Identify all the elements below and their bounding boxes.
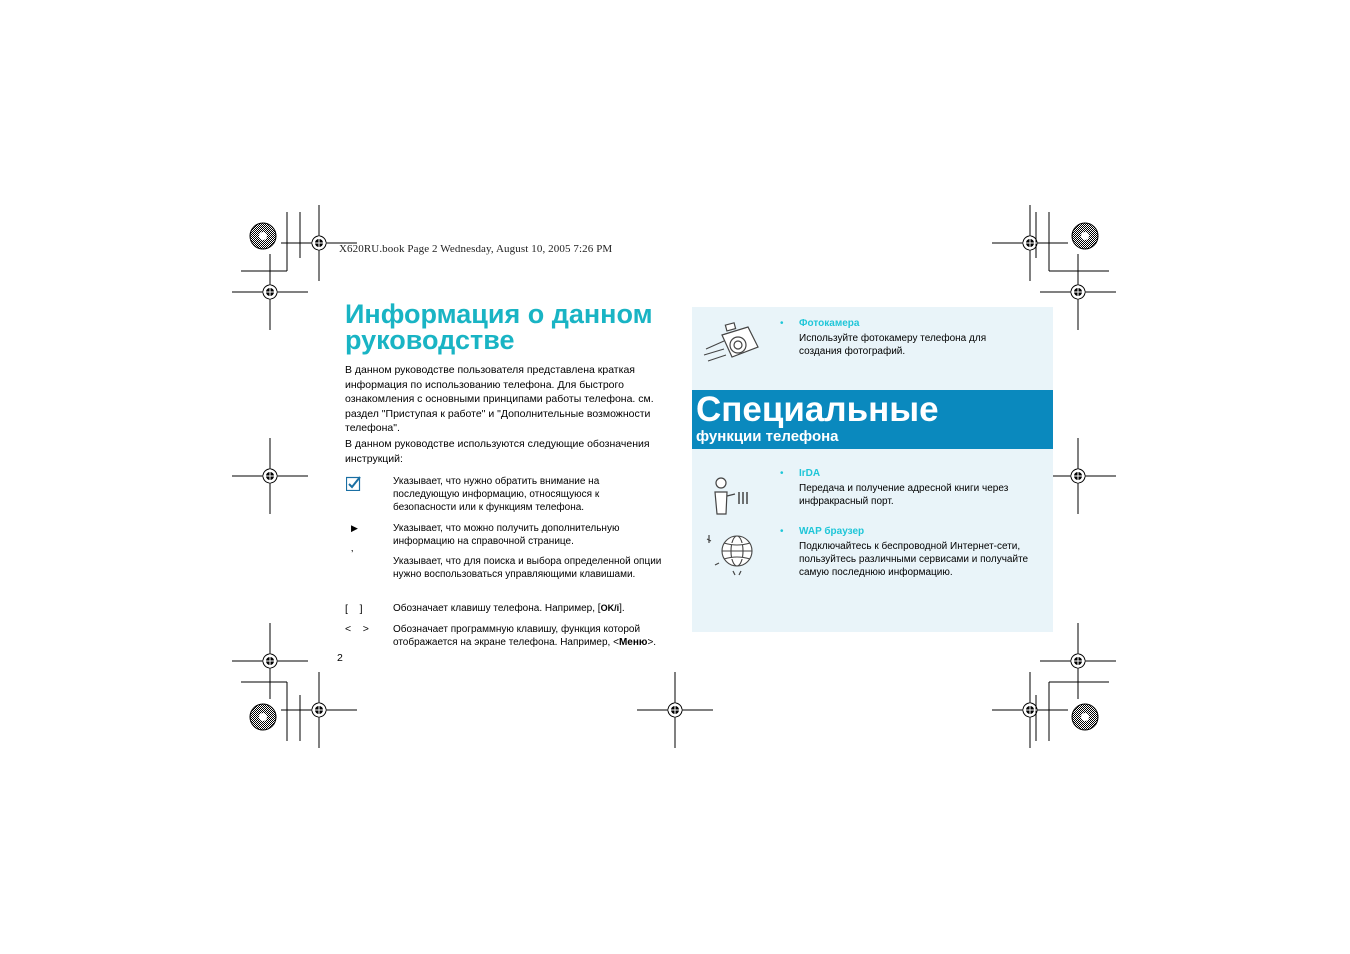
feature-desc-wap: Подключайтесь к беспроводной Интернет-сети, пользуйтесь различными сервисами и получайте самую последнюю информацию.	[799, 541, 1029, 578]
symbol-desc-note: Указывает, что нужно обратить внимание на последующую информацию, относящуюся к безопасности или к функциям телефона.	[393, 476, 600, 513]
navigation-keys-icon: ’	[351, 548, 354, 560]
infrared-person-icon	[709, 474, 757, 522]
feature-title-camera: Фотокамера	[799, 318, 860, 329]
book-header: X620RU.book Page 2 Wednesday, August 10, 2005 7:26 PM	[339, 243, 613, 255]
feature-title-irda: IrDA	[799, 468, 821, 479]
ok-key-label: OK/i	[600, 603, 620, 613]
page-number: 2	[337, 652, 343, 664]
section-band	[692, 390, 1053, 449]
globe-icon	[703, 529, 765, 577]
bullet: •	[780, 468, 784, 479]
feature-desc-irda: Передача и получение адресной книги через инфракрасный порт.	[799, 483, 1009, 507]
intro-paragraph: В данном руководстве пользователя представлена краткая информация по использованию телефона. Для быстрого ознакомления с основными принципами работы телефона. см. раздел "Приступая к работе" и "Дополнительные возможности телефона".	[345, 364, 654, 434]
square-brackets-mark: [ ]	[345, 603, 363, 615]
bullet: •	[780, 526, 784, 537]
symbol-desc-navigation: Указывает, что для поиска и выбора определенной опции нужно воспользоваться управляющими клавишами.	[393, 556, 662, 580]
angle-brackets-mark: < >	[345, 623, 369, 635]
section-subtitle: функции телефона	[696, 428, 839, 445]
section-title: Специальные	[696, 390, 939, 429]
symbol-desc-reference: Указывает, что можно получить дополнительную информацию на справочной странице.	[393, 523, 620, 547]
checkmark-note-icon	[346, 476, 361, 491]
symbols-intro: В данном руководстве используются следующие обозначения инструкций:	[345, 438, 650, 465]
camera-icon	[702, 319, 764, 371]
bullet: •	[780, 318, 784, 329]
menu-key-label: Меню	[618, 637, 648, 648]
feature-title-wap: WAP браузер	[799, 526, 865, 537]
page-title: Информация о данном руководстве	[345, 299, 653, 355]
feature-desc-camera: Используйте фотокамеру телефона для создания фотографий.	[799, 333, 987, 357]
symbol-desc-softkey: Обозначает программную клавишу, функция которой отображается на экране телефона. Например, <Меню>.	[393, 624, 657, 648]
symbol-desc-key: Обозначает клавишу телефона. Например, [OK/i].	[393, 603, 625, 614]
arrow-right-icon: ▶	[351, 523, 358, 533]
